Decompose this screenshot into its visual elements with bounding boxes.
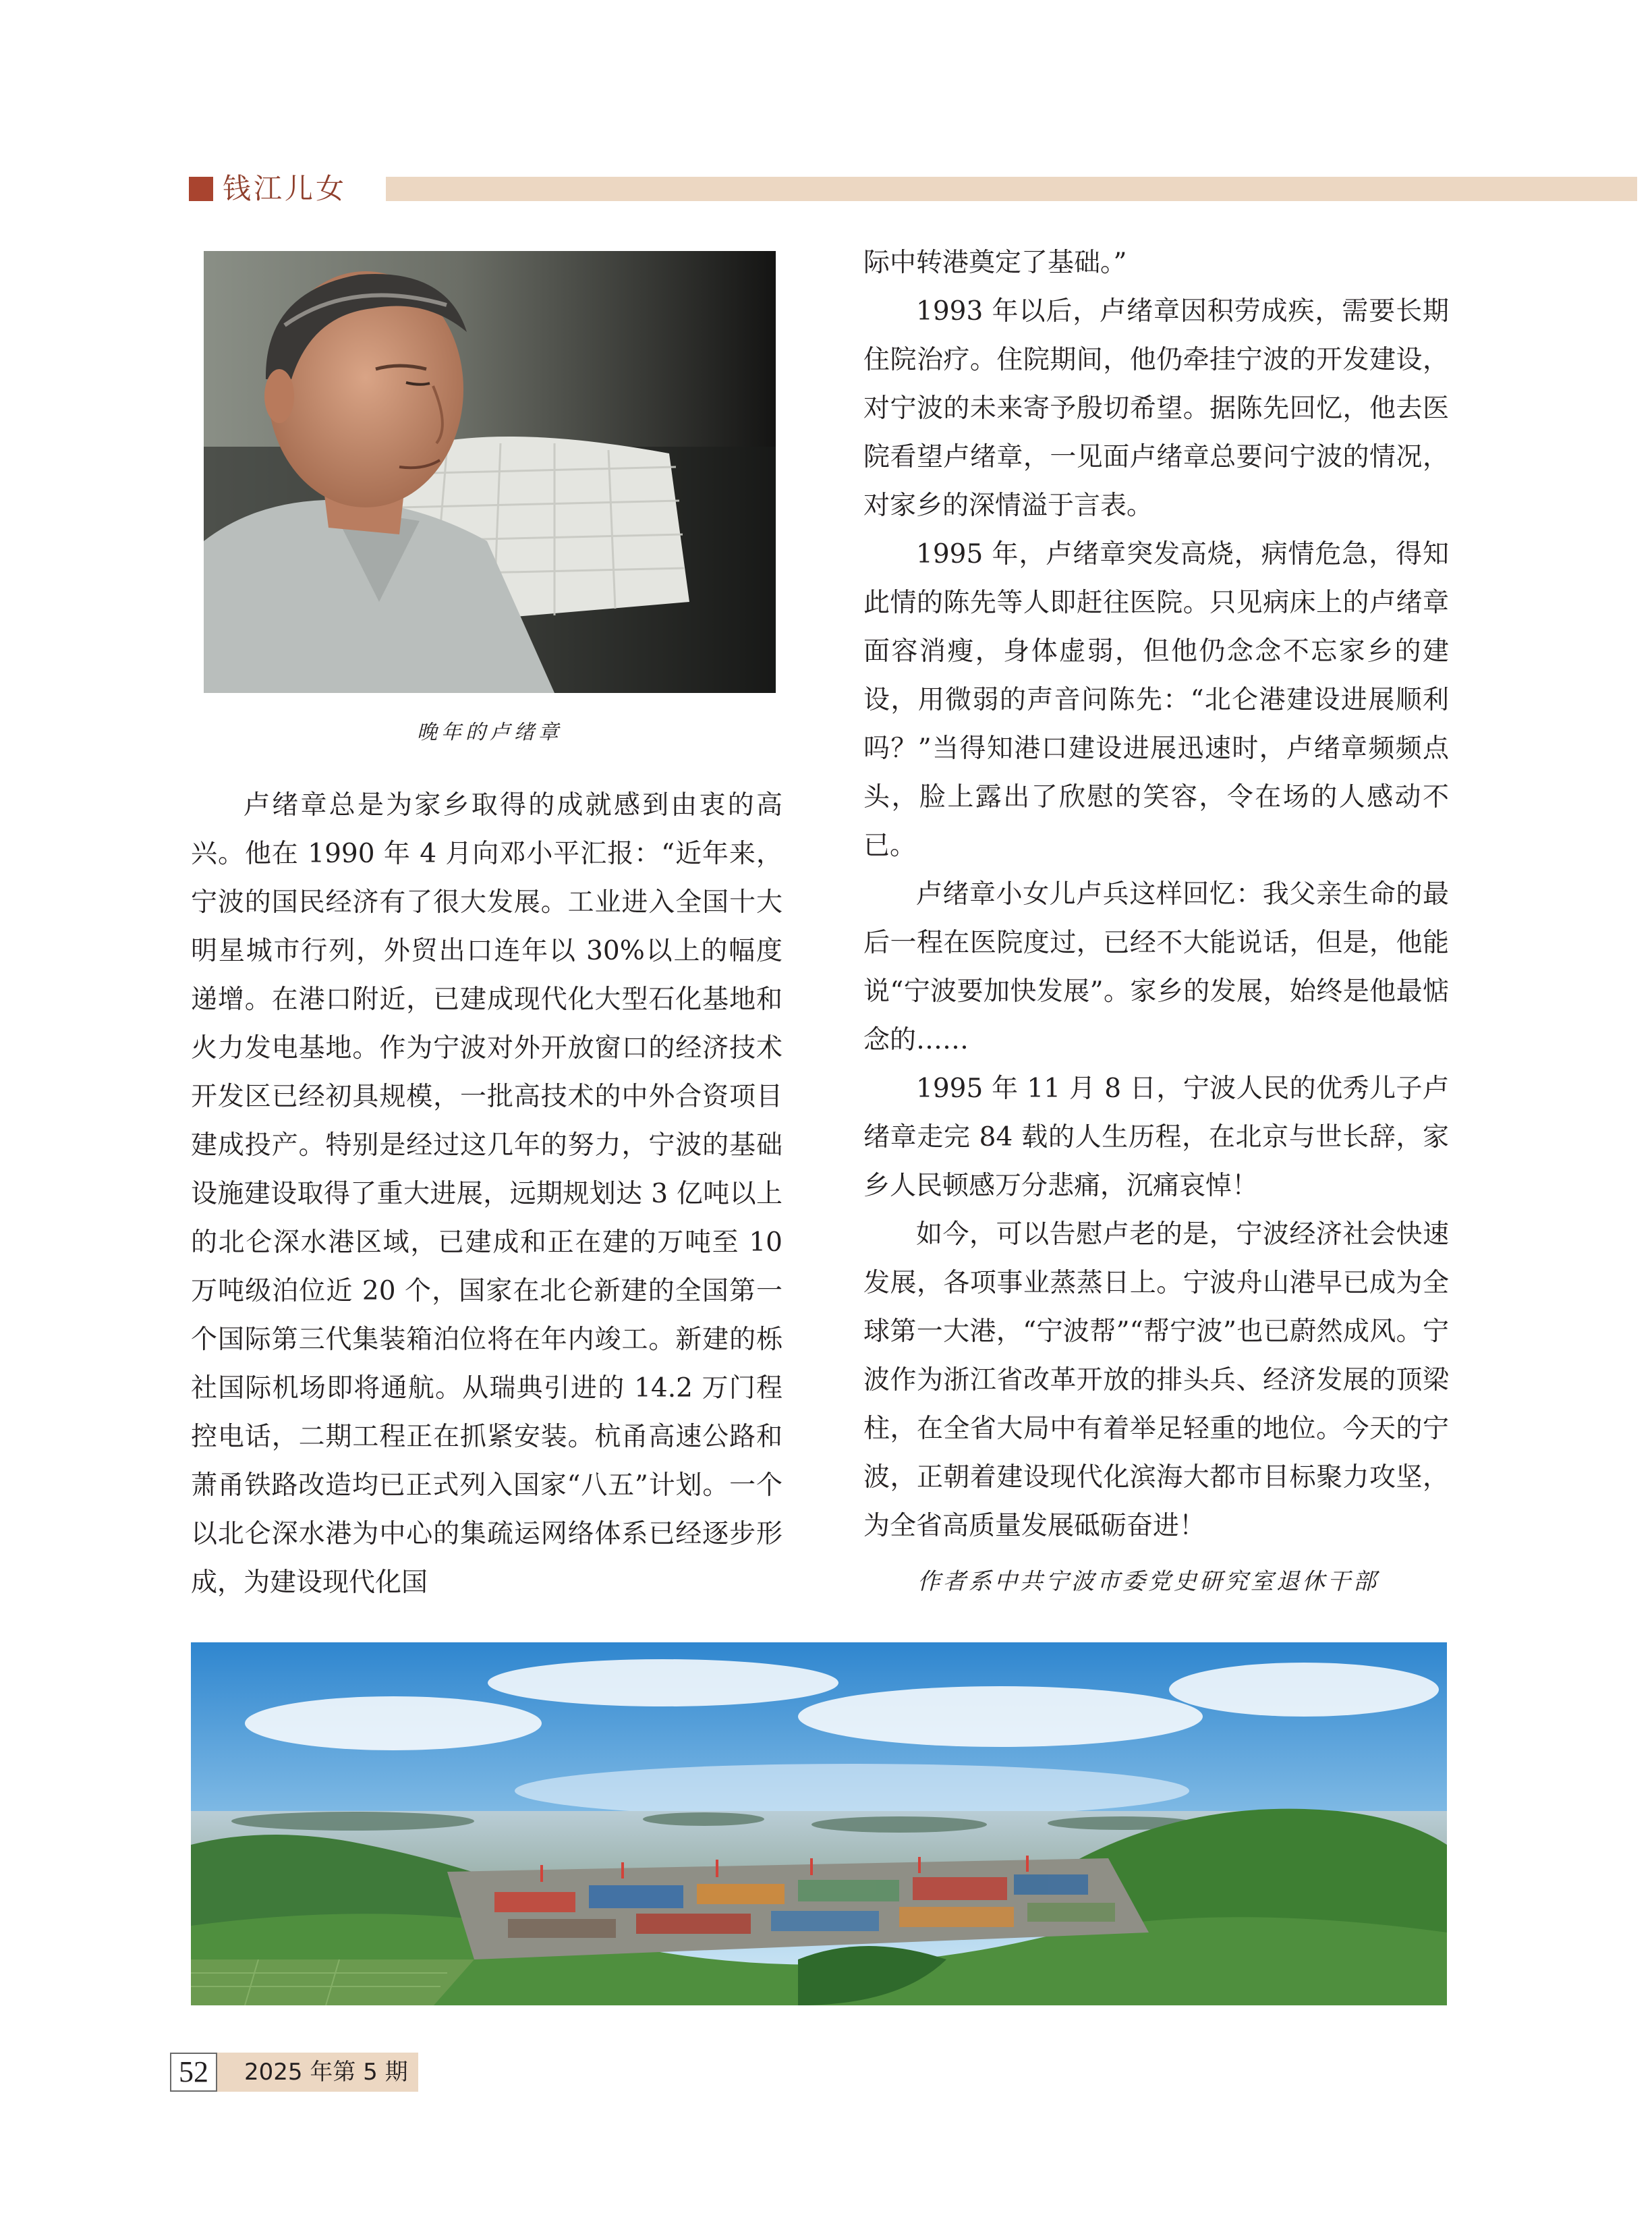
- paragraph: 卢绪章小女儿卢兵这样回忆：我父亲生命的最后一程在医院度过，已经不大能说话，但是，他能说“宁波要加快发展”。家乡的发展，始终是他最惦念的……: [863, 879, 1449, 1055]
- paragraph: 1993 年以后，卢绪章因积劳成疾，需要长期住院治疗。住院期间，他仍牵挂宁波的开发建设，对宁波的未来寄予殷切希望。据陈先回忆，他去医院看望卢绪章，一见面卢绪章总要问宁波的情况，对家乡的深情溢于言表。: [863, 296, 1449, 521]
- issue-label: 2025 年第 5 期: [217, 2053, 418, 2092]
- portrait-photo: [204, 251, 776, 693]
- page-number: 52: [170, 2053, 217, 2092]
- photo-caption: 晚年的卢绪章: [417, 721, 563, 744]
- section-title: 钱江儿女: [223, 172, 347, 205]
- article-right-column: [863, 239, 1449, 1551]
- paragraph-continuation: 际中转港奠定了基础。”: [863, 248, 1127, 278]
- port-panorama-photo: [191, 1642, 1447, 2005]
- panorama-image: [191, 1642, 1447, 2005]
- paragraph: 如今，可以告慰卢老的是，宁波经济社会快速发展，各项事业蒸蒸日上。宁波舟山港早已成为全球第一大港，“宁波帮”“帮宁波”也已蔚然成风。宁波作为浙江省改革开放的排头兵、经济发展的顶梁柱，在全省大局中有着举足轻重的地位。今天的宁波，正朝着建设现代化滨海大都市目标聚力攻坚，为全省高质量发展砥砺奋进！: [863, 1219, 1449, 1541]
- article-left-column: [191, 781, 782, 1607]
- paragraph: 卢绪章总是为家乡取得的成就感到由衷的高兴。他在 1990 年 4 月向邓小平汇报：“近年来，宁波的国民经济有了很大发展。工业进入全国十大明星城市行列，外贸出口连年以 30%以上的幅度递增。在港口附近，已建成现代化大型石化基地和火力发电基地。作为宁波对外开放窗口的经济技术开发区已经初具规模，一批高技术的中外合资项目建成投产。特别是经过这几年的努力，宁波的基础设施建设取得了重大进展，远期规划达 3 亿吨以上的北仑深水港区域，已建成和正在建的万吨至 10 万吨级泊位近 20 个，国家在北仑新建的全国第一个国际第三代集装箱泊位将在年内竣工。新建的栎社国际机场即将通航。从瑞典引进的 14.2 万门程控电话，二期工程正在抓紧安装。杭甬高速公路和萧甬铁路改造均已正式列入国家“八五”计划。一个以北仑深水港为中心的集疏运网络体系已经逐步形成，为建设现代化国: [191, 790, 782, 1598]
- header-band: [386, 177, 1637, 201]
- section-marker: [189, 177, 213, 201]
- portrait-image: [204, 251, 776, 693]
- paragraph: 1995 年 11 月 8 日，宁波人民的优秀儿子卢绪章走完 84 载的人生历程，在北京与世长辞，家乡人民顿感万分悲痛，沉痛哀悼！: [863, 1074, 1449, 1201]
- author-byline: 作者系中共宁波市委党史研究室退休干部: [917, 1568, 1379, 1595]
- paragraph: 1995 年，卢绪章突发高烧，病情危急，得知此情的陈先等人即赶往医院。只见病床上的卢绪章面容消瘦，身体虚弱，但他仍念念不忘家乡的建设，用微弱的声音问陈先：“北仑港建设进展顺利吗？”当得知港口建设进展迅速时，卢绪章频频点头，脸上露出了欣慰的笑容，令在场的人感动不已。: [863, 539, 1449, 861]
